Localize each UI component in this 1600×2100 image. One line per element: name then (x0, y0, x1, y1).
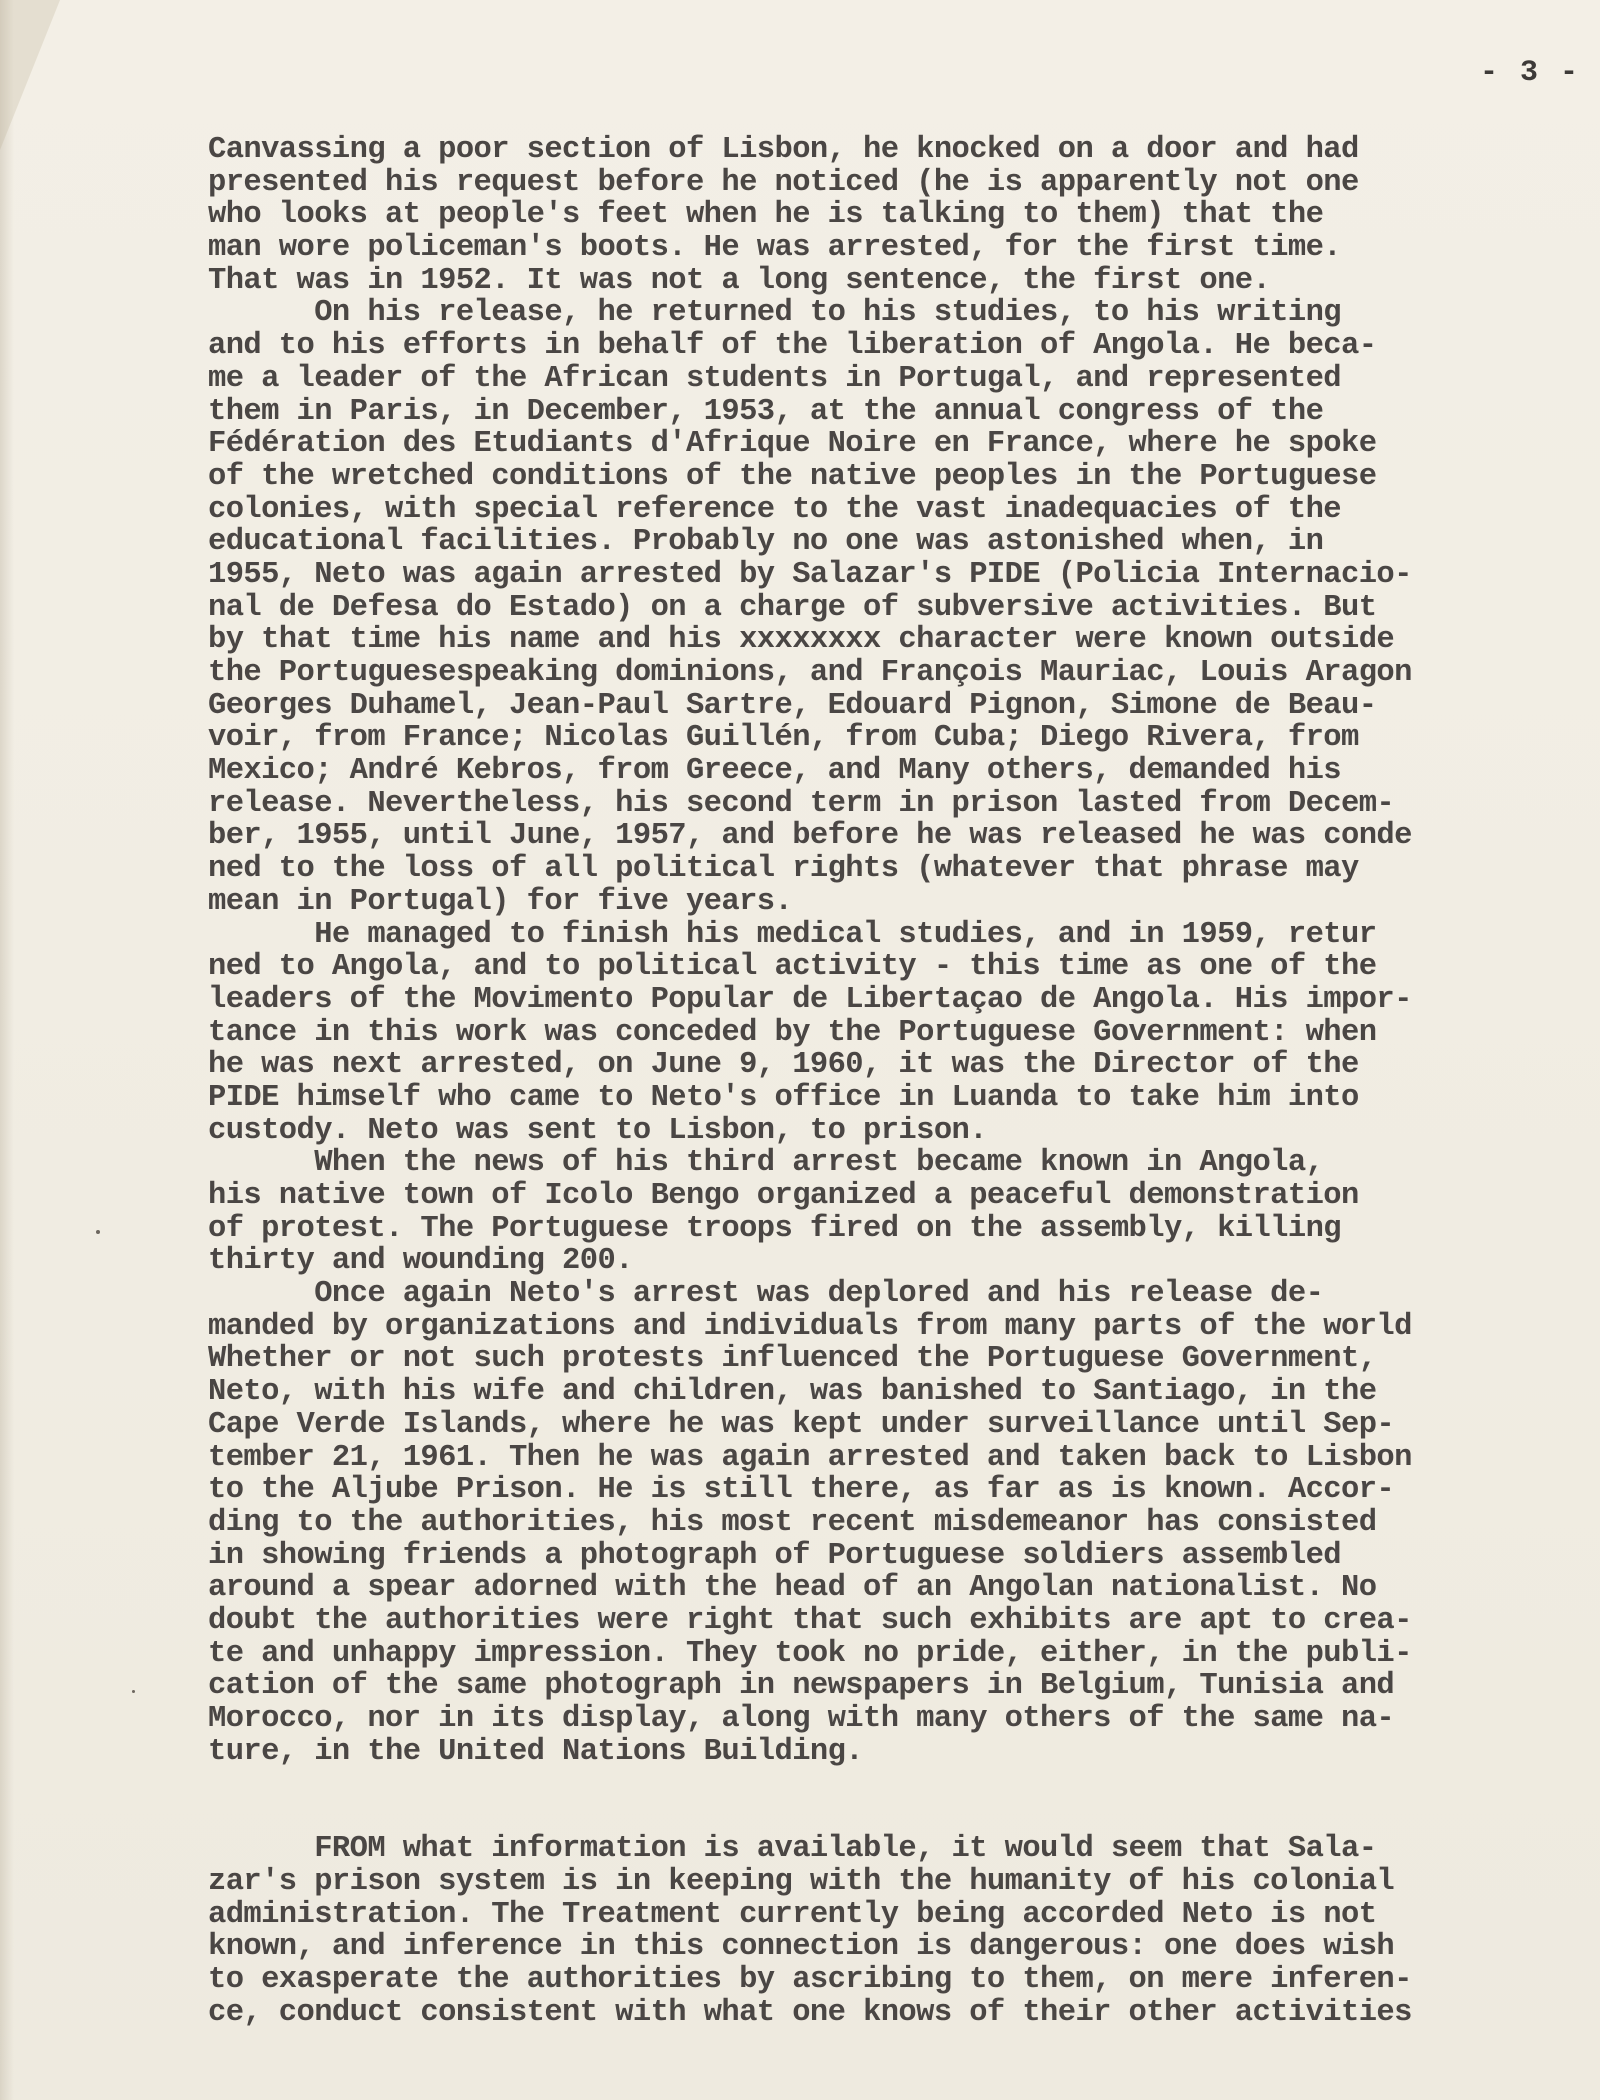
text-line: ce, conduct consistent with what one knows of their other activities (208, 1995, 1412, 2030)
page-number: - 3 - (1479, 56, 1580, 90)
text-line: custody. Neto was sent to Lisbon, to prison. (208, 1113, 987, 1148)
text-line: zar's prison system is in keeping with the humanity of his colonial (208, 1865, 1395, 1900)
text-line: tance in this work was conceded by the Portuguese Government: when (208, 1015, 1377, 1050)
text-line: the Portuguesespeaking dominions, and François Mauriac, Louis Aragon (208, 656, 1412, 690)
section-neto-arrests (208, 134, 1598, 1768)
text-line: who looks at people's feet when he is talking to them) that the (208, 198, 1324, 233)
text-line: ture, in the United Nations Building. (208, 1734, 864, 1769)
text-line: educational facilities. Probably no one was astonished when, in (208, 525, 1324, 560)
text-line: ned to Angola, and to political activity - this time as one of the (208, 950, 1377, 985)
text-line: around a spear adorned with the head of an Angolan nationalist. No (208, 1571, 1377, 1606)
text-line: administration. The Treatment currently being accorded Neto is not (208, 1897, 1377, 1932)
text-line: nal de Defesa do Estado) on a charge of subversive activities. But (208, 590, 1377, 625)
section-gap (208, 1768, 1598, 1833)
text-line: Once again Neto's arrest was deplored and his release de- (208, 1277, 1324, 1312)
text-line: colonies, with special reference to the vast inadequacies of the (208, 492, 1341, 527)
text-line: mean in Portugal) for five years. (208, 884, 793, 919)
text-line: Neto, with his wife and children, was banished to Santiago, in the (208, 1375, 1377, 1410)
text-line: by that time his name and his xxxxxxxx character were known outside (208, 623, 1395, 658)
text-line: them in Paris, in December, 1953, at the annual congress of the (208, 394, 1324, 429)
text-line: Whether or not such protests influenced the Portuguese Government, (208, 1342, 1377, 1377)
text-line: He managed to finish his medical studies, and in 1959, retur (208, 917, 1377, 952)
text-line: man wore policeman's boots. He was arrested, for the first time. (208, 231, 1341, 266)
text-line: known, and inference in this connection is dangerous: one does wish (208, 1930, 1395, 1965)
text-line: me a leader of the African students in Portugal, and represented (208, 361, 1341, 396)
text-line: ned to the loss of all political rights (whatever that phrase may (208, 852, 1359, 887)
text-line: On his release, he returned to his studies, to his writing (208, 296, 1341, 331)
text-line: PIDE himself who came to Neto's office in Luanda to take him into (208, 1080, 1359, 1115)
text-line: cation of the same photograph in newspapers in Belgium, Tunisia and (208, 1669, 1395, 1704)
text-line: and to his efforts in behalf of the liberation of Angola. He beca- (208, 329, 1377, 364)
text-line: doubt the authorities were right that such exhibits are apt to crea- (208, 1603, 1412, 1638)
text-line: manded by organizations and individuals from many parts of the world (208, 1309, 1412, 1344)
text-line: Cape Verde Islands, where he was kept under surveillance until Sep- (208, 1407, 1395, 1442)
text-line: When the news of his third arrest became known in Angola, (208, 1146, 1324, 1181)
text-line: FROM what information is available, it would seem that Sala- (208, 1832, 1377, 1867)
text-line: tember 21, 1961. Then he was again arrested and taken back to Lisbon (208, 1440, 1412, 1475)
text-line: release. Nevertheless, his second term in prison lasted from Decem- (208, 786, 1395, 821)
text-line: voir, from France; Nicolas Guillén, from Cuba; Diego Rivera, from (208, 721, 1359, 756)
text-line: to exasperate the authorities by ascribing to them, on mere inferen- (208, 1963, 1412, 1998)
text-line: Mexico; André Kebros, from Greece, and Many others, demanded his (208, 754, 1341, 789)
text-line: ding to the authorities, his most recent misdemeanor has consisted (208, 1505, 1377, 1540)
text-line: he was next arrested, on June 9, 1960, it was the Director of the (208, 1048, 1359, 1083)
paper-speck (132, 1690, 135, 1693)
text-line: leaders of the Movimento Popular de Libertaçao de Angola. His impor- (208, 982, 1412, 1017)
text-line: That was in 1952. It was not a long sentence, the first one. (208, 263, 1271, 298)
text-line: Canvassing a poor section of Lisbon, he knocked on a door and had (208, 133, 1359, 167)
text-line: to the Aljube Prison. He is still there, as far as is known. Accor- (208, 1473, 1395, 1508)
text-line: of protest. The Portuguese troops fired on the assembly, killing (208, 1211, 1341, 1246)
text-line: Georges Duhamel, Jean-Paul Sartre, Edouard Pignon, Simone de Beau- (208, 688, 1377, 723)
text-line: presented his request before he noticed (he is apparently not one (208, 165, 1359, 200)
text-line: his native town of Icolo Bengo organized a peaceful demonstration (208, 1179, 1359, 1213)
text-line: ber, 1955, until June, 1957, and before he was released he was conde (208, 819, 1412, 854)
text-line: in showing friends a photograph of Portuguese soldiers assembled (208, 1538, 1341, 1573)
text-line: Morocco, nor in its display, along with many others of the same na- (208, 1702, 1395, 1736)
section-prison-system (208, 1833, 1598, 2029)
text-line: thirty and wounding 200. (208, 1244, 633, 1279)
body-text (208, 134, 1598, 2030)
text-line: te and unhappy impression. They took no pride, either, in the publi- (208, 1636, 1412, 1671)
paper-speck (96, 1230, 100, 1234)
text-line: of the wretched conditions of the native peoples in the Portuguese (208, 459, 1377, 494)
text-line: Fédération des Etudiants d'Afrique Noire en France, where he spoke (208, 427, 1377, 462)
page-edge-shadow (0, 0, 14, 2100)
text-line: 1955, Neto was again arrested by Salazar's PIDE (Policia Internacio- (208, 557, 1412, 592)
